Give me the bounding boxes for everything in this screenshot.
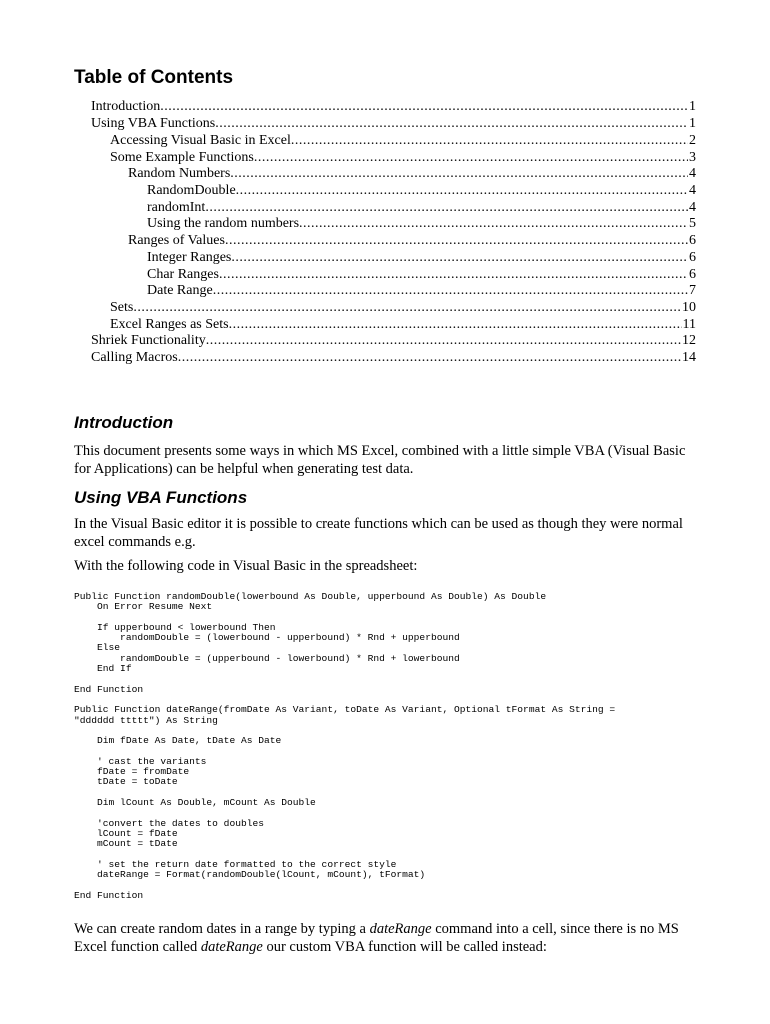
toc-entry-title: Using VBA Functions: [91, 116, 216, 131]
toc-entry-title: Using the random numbers: [147, 216, 300, 231]
toc-leader: [229, 316, 682, 333]
toc-entry-page: 12: [682, 333, 696, 348]
code-line: [74, 808, 714, 818]
code-line: On Error Resume Next: [74, 601, 213, 613]
code-line: Dim lCount As Double, mCount As Double: [74, 796, 316, 808]
toc-leader: [299, 215, 688, 232]
toc-entry-page: 11: [682, 317, 696, 332]
toc-leader: [213, 282, 688, 299]
toc-entry[interactable]: [128, 165, 696, 182]
toc-entry[interactable]: [147, 182, 696, 199]
toc-entry-page: 4: [689, 183, 696, 198]
code-line: If upperbound < lowerbound Then: [74, 621, 276, 633]
code-line: lCount = fDate: [74, 827, 178, 839]
toc-entry-page: 6: [689, 250, 696, 265]
toc-leader: [254, 149, 688, 166]
toc-entry-page: 7: [689, 283, 696, 298]
toc-entry[interactable]: [91, 349, 696, 366]
toc-entry-page: 14: [682, 350, 696, 365]
closing-text-3: our custom VBA function will be called instead:: [262, 939, 547, 955]
closing-text-2: command into a cell, since there is no MS Excel function called: [74, 921, 679, 955]
toc-entry[interactable]: [110, 149, 696, 166]
toc-entry-title: Some Example Functions: [110, 150, 254, 165]
code-line: ' cast the variants: [74, 755, 207, 767]
toc-leader: [206, 332, 681, 349]
toc-entry-title: Shriek Functionality: [91, 333, 206, 348]
toc-entry[interactable]: [147, 199, 696, 216]
toc-entry-title: Excel Ranges as Sets: [110, 317, 229, 332]
toc-entry-title: Random Numbers: [128, 166, 231, 181]
toc-entry[interactable]: [147, 282, 696, 299]
code-line: Dim fDate As Date, tDate As Date: [74, 735, 282, 747]
code-line: [74, 880, 714, 890]
code-line: dateRange = Format(randomDouble(lCount, mCount), tFormat): [74, 869, 426, 881]
closing-emphasis-2: dateRange: [200, 939, 263, 955]
toc-entry[interactable]: [147, 249, 696, 266]
using-vba-paragraph: In the Visual Basic editor it is possible to create functions which can be used as though they were normal excel commands e.g.: [74, 516, 683, 550]
toc-entry-page: 4: [689, 200, 696, 215]
code-line: randomDouble = (upperbound - lowerbound) * Rnd + lowerbound: [74, 652, 460, 664]
toc-entry-title: Ranges of Values: [128, 233, 225, 248]
toc-leader: [236, 182, 688, 199]
closing-paragraph: [74, 920, 699, 956]
code-line: Public Function dateRange(fromDate As Variant, toDate As Variant, Optional tFormat As String =: [74, 704, 616, 716]
using-vba-heading: Using VBA Functions: [74, 488, 248, 507]
toc-entry[interactable]: [110, 316, 696, 333]
toc-entry[interactable]: [110, 132, 696, 149]
toc-entry[interactable]: [110, 299, 696, 316]
toc-entry-page: 1: [689, 116, 696, 131]
code-line: End Function: [74, 683, 144, 695]
toc-leader: [230, 165, 688, 182]
introduction-paragraph: This document presents some ways in which MS Excel, combined with a little simple VBA (Visual Basic for Applications) can be helpful when generating test data.: [74, 443, 686, 477]
toc-entry[interactable]: [91, 115, 696, 132]
code-line: ' set the return date formatted to the correct style: [74, 858, 397, 870]
toc-entry-title: RandomDouble: [147, 183, 236, 198]
code-line: Public Function randomDouble(lowerbound As Double, upperbound As Double) As Double: [74, 591, 547, 602]
toc-entry-page: 5: [689, 216, 696, 231]
toc-entry-page: 1: [689, 99, 696, 114]
toc-leader: [219, 266, 688, 283]
toc-entry-title: Introduction: [91, 99, 161, 114]
toc-leader: [133, 299, 681, 316]
code-line: "dddddd ttttt") As String: [74, 714, 218, 726]
toc-entry[interactable]: [147, 266, 696, 283]
code-line: End If: [74, 663, 132, 675]
toc-entry-title: Integer Ranges: [147, 250, 232, 265]
toc-leader: [231, 249, 688, 266]
toc-entry-page: 4: [689, 166, 696, 181]
code-intro-paragraph: With the following code in Visual Basic in the spreadsheet:: [74, 558, 418, 574]
toc-leader: [205, 199, 688, 216]
toc-entry[interactable]: [91, 332, 696, 349]
code-line: [74, 674, 714, 684]
toc-entry-title: randomInt: [147, 200, 206, 215]
toc-entry-page: 6: [689, 233, 696, 248]
toc-heading: Table of Contents: [74, 67, 234, 88]
toc-leader: [178, 349, 681, 366]
toc-entry-page: 6: [689, 267, 696, 282]
introduction-heading: Introduction: [74, 413, 174, 432]
toc-entry-title: Sets: [110, 300, 134, 315]
toc-entry[interactable]: [147, 215, 696, 232]
vba-code-block: [74, 592, 714, 901]
toc-entry[interactable]: [91, 98, 696, 115]
code-line: randomDouble = (lowerbound - upperbound) * Rnd + upperbound: [74, 632, 460, 644]
closing-text-1: We can create random dates in a range by typing a: [74, 921, 370, 937]
toc-entry-title: Date Range: [147, 283, 213, 298]
toc-entry-title: Accessing Visual Basic in Excel: [110, 133, 291, 148]
toc-entry-title: Calling Macros: [91, 350, 178, 365]
toc-entry-title: Char Ranges: [147, 267, 219, 282]
code-line: End Function: [74, 889, 144, 901]
code-line: tDate = toDate: [74, 776, 178, 788]
code-line: fDate = fromDate: [74, 766, 190, 778]
toc-leader: [225, 232, 688, 249]
closing-emphasis-1: dateRange: [369, 921, 432, 937]
toc-entry-page: 10: [682, 300, 696, 315]
code-line: 'convert the dates to doubles: [74, 817, 264, 829]
toc-leader: [215, 115, 688, 132]
toc-entry[interactable]: [128, 232, 696, 249]
toc-leader: [291, 132, 688, 149]
toc-entry-page: 2: [689, 133, 696, 148]
toc-entry-page: 3: [689, 150, 696, 165]
toc-leader: [160, 98, 688, 115]
code-line: mCount = tDate: [74, 838, 178, 850]
code-line: Else: [74, 642, 121, 654]
